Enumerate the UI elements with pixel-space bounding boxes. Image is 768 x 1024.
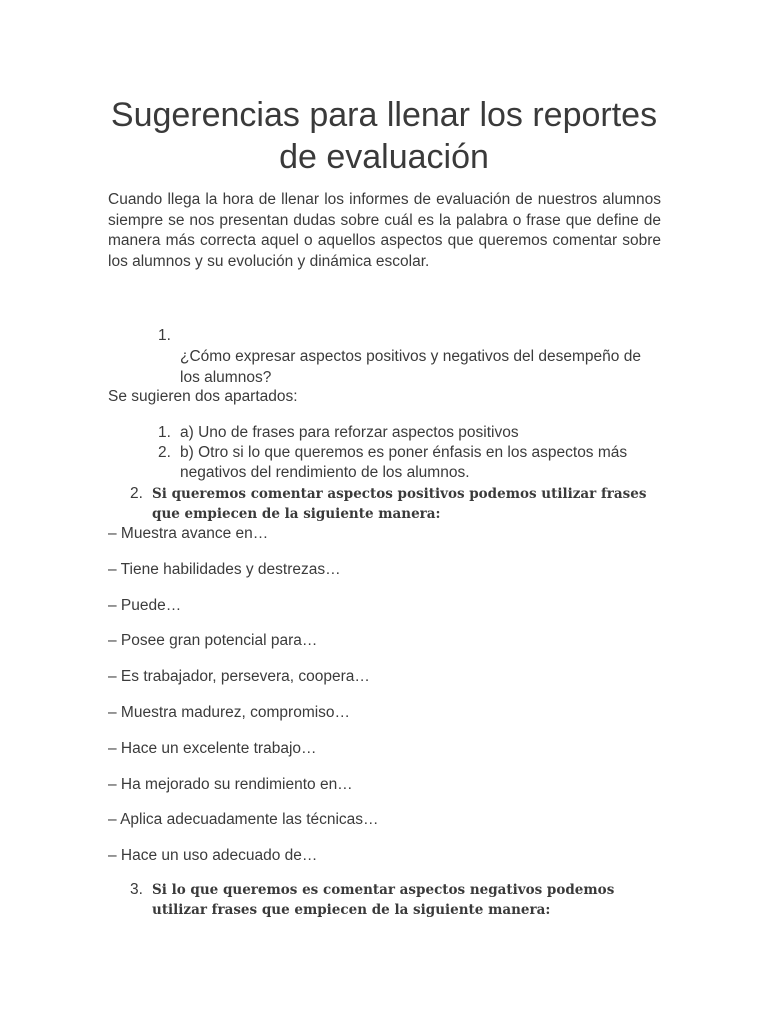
list-item-text: b) Otro si lo que queremos es poner énfasis en los aspectos más negativos del rendimiento de los alumnos. [180, 444, 628, 481]
phrase-item: – Hace un excelente trabajo… [108, 739, 317, 757]
intro-paragraph: Cuando llega la hora de llenar los informes de evaluación de nuestros alumnos siempre se nos presentan dudas sobre cuál es la palabra o frase que define de manera más correcta aquel o aquellos aspectos que queremos comentar sobre los alumnos y su evolución y dinámica escolar. [108, 191, 661, 270]
positive-phrases-list [108, 524, 379, 882]
list-item [158, 423, 658, 443]
list-item-number: 2. [158, 444, 171, 461]
page-title: Sugerencias para llenar los reportes de evaluación [110, 96, 658, 176]
section-2-item [130, 484, 660, 524]
list-item-number: 1. [158, 424, 171, 441]
section-1-number: 1. [158, 327, 171, 344]
section-3-item [130, 880, 660, 920]
section-2-text: Si queremos comentar aspectos positivos podemos utilizar frases que empiecen de la siguiente manera: [152, 486, 647, 522]
phrase-item: – Ha mejorado su rendimiento en… [108, 775, 353, 793]
phrase-item: – Es trabajador, persevera, coopera… [108, 668, 370, 686]
section-3-text: Si lo que queremos es comentar aspectos negativos podemos utilizar frases que empiecen de la siguiente manera: [152, 882, 615, 918]
phrase-item: – Hace un uso adecuado de… [108, 847, 318, 865]
list-item-text: a) Uno de frases para reforzar aspectos positivos [180, 424, 519, 441]
phrase-item: – Posee gran potencial para… [108, 632, 318, 650]
suggest-label: Se sugieren dos apartados: [108, 388, 298, 405]
phrase-item: – Aplica adecuadamente las técnicas… [108, 811, 379, 829]
section-2-number: 2. [130, 485, 143, 502]
suggestion-sublist [158, 423, 658, 483]
list-item [158, 443, 658, 483]
phrase-item: – Muestra madurez, compromiso… [108, 703, 351, 721]
phrase-item: – Tiene habilidades y destrezas… [108, 560, 341, 578]
section-3-number: 3. [130, 881, 143, 898]
section-1-text: ¿Cómo expresar aspectos positivos y negativos del desempeño de los alumnos? [180, 348, 641, 386]
phrase-item: – Puede… [108, 596, 182, 614]
phrase-item: – Muestra avance en… [108, 525, 269, 542]
